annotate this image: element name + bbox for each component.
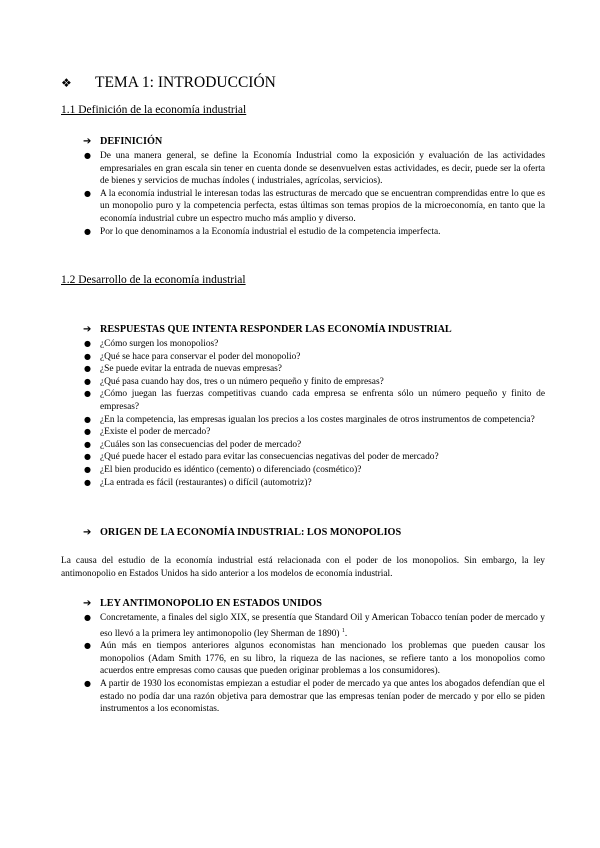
list-item: ● ¿Qué puede hacer el estado para evitar las consecuencias negativas del poder de mercado? [84, 452, 439, 463]
right-arrow-icon: ➔ [83, 136, 92, 147]
section-heading-1-1: 1.1 Definición de la economía industrial [61, 104, 247, 116]
definition-bullet-list [83, 150, 545, 238]
title-text: TEMA 1: INTRODUCCIÓN [95, 74, 276, 91]
bullet-icon: ● [84, 452, 91, 462]
right-arrow-icon: ➔ [83, 527, 92, 538]
subheading-respuestas [83, 324, 452, 335]
bullet-icon: ● [84, 226, 91, 236]
list-item: ● Aún más en tiempos anteriores algunos economistas han mencionado los problemas que pueden causar los monopolios (Adam Smith 1776, en su libro, la riqueza de las naciones, se refiere tanto a los monopolios como acuerdos entre empresas como causas que pueden originar problemas a los consumidores). [84, 641, 545, 677]
list-item: ● De una manera general, se define la Economía Industrial como la exposición y evaluación de las actividades empresariales en gran escala sin tener en cuenta donde se desenvuelven estas actividades, es decir, puede ser la oferta de bienes y servicios de muchas índoles ( industriales, agrícolas, servicios). [84, 151, 545, 187]
subheading-ley-antimonopolio [83, 598, 322, 609]
bullet-icon: ● [84, 439, 91, 449]
list-item: ● A la economía industrial le interesan todas las estructuras de mercado que se encuentran comprendidas entre lo que es un monopolio puro y la competencia perfecta, estas últimas son temas propios de la microeconomía, en tanto que la economía industrial cubre un espectro mucho más amplio y diverso. [84, 188, 545, 224]
four-diamond-bullet-icon: ❖ [61, 76, 72, 90]
list-item: ● ¿En la competencia, las empresas igualan los precios a los costes marginales de otros instrumentos de competencia? [84, 414, 535, 425]
subheading-definicion [83, 136, 162, 147]
bullet-icon: ● [84, 641, 91, 651]
subheading-origen [83, 527, 401, 538]
bullet-icon: ● [84, 364, 91, 374]
list-item: ● ¿Qué se hace para conservar el poder del monopolio? [84, 351, 301, 362]
list-item: ● A partir de 1930 los economistas empiezan a estudiar el poder de mercado ya que antes los abogados defendían que el estado no podía dar una razón objetiva para demostrar que las empresas tenían poder de mercado y por ello se piden instrumentos a los economistas. [84, 678, 545, 715]
bullet-icon: ● [84, 339, 91, 348]
list-item: ● ¿Qué pasa cuando hay dos, tres o un número pequeño y finito de empresas? [84, 376, 384, 387]
right-arrow-icon: ➔ [83, 324, 92, 335]
list-item: ● ¿Cuáles son las consecuencias del poder de mercado? [84, 439, 302, 450]
bullet-icon: ● [84, 376, 91, 386]
bullet-icon: ● [84, 464, 91, 474]
list-item: ● ¿Existe el poder de mercado? [84, 427, 211, 438]
list-item: ● Por lo que denominamos a la Economía industrial el estudio de la competencia imperfecta. [84, 226, 441, 237]
bullet-icon: ● [84, 477, 91, 487]
subheading-text: RESPUESTAS QUE INTENTA RESPONDER LAS ECONOMÍA INDUSTRIAL [100, 324, 452, 335]
right-arrow-icon: ➔ [83, 598, 92, 609]
bullet-icon: ● [84, 414, 91, 424]
subheading-text: DEFINICIÓN [100, 136, 163, 147]
list-item: ● ¿Cómo juegan las fuerzas competitivas cuando cada empresa se enfrenta sólo un número pequeño y finito de empresas? [84, 389, 545, 412]
footnote-marker: 1 [341, 627, 345, 634]
bullet-icon: ● [84, 427, 91, 437]
origin-paragraph: La causa del estudio de la economía industrial está relacionada con el poder de los monopolios. Sin embargo, la ley antimonopolio en Estados Unidos ha sido anterior a los modelos de economía industrial. [61, 556, 545, 579]
list-item: ● ¿El bien producido es idéntico (cemento) o diferenciado (cosmético)? [84, 464, 362, 475]
list-item: ● ¿La entrada es fácil (restaurantes) o difícil (automotriz)? [84, 477, 312, 488]
bullet-icon: ● [84, 188, 91, 198]
page-title [61, 74, 276, 92]
subheading-text: LEY ANTIMONOPOLIO EN ESTADOS UNIDOS [100, 598, 322, 609]
bullet-icon: ● [84, 389, 91, 399]
list-item: ● ¿Cómo surgen los monopolios? [84, 339, 219, 349]
bullet-icon: ● [84, 151, 91, 160]
list-item: ● Concretamente, a finales del siglo XIX, se presentía que Standard Oil y American Tobacco tenían poder de mercado y eso llevó a la primera ley antimonopolio (ley Sherman de 1890) $^1$. [84, 613, 545, 639]
bullet-icon: ● [84, 351, 91, 361]
bullet-icon: ● [84, 613, 91, 622]
section-heading-1-2: 1.2 Desarrollo de la economía industrial [61, 274, 246, 286]
subheading-text: ORIGEN DE LA ECONOMÍA INDUSTRIAL: LOS MONOPOLIOS [100, 527, 402, 538]
bullet-icon: ● [84, 678, 91, 688]
list-item: ● ¿Se puede evitar la entrada de nuevas empresas? [84, 364, 282, 375]
questions-bullet-list [83, 338, 545, 489]
law-bullet-list [83, 612, 545, 716]
